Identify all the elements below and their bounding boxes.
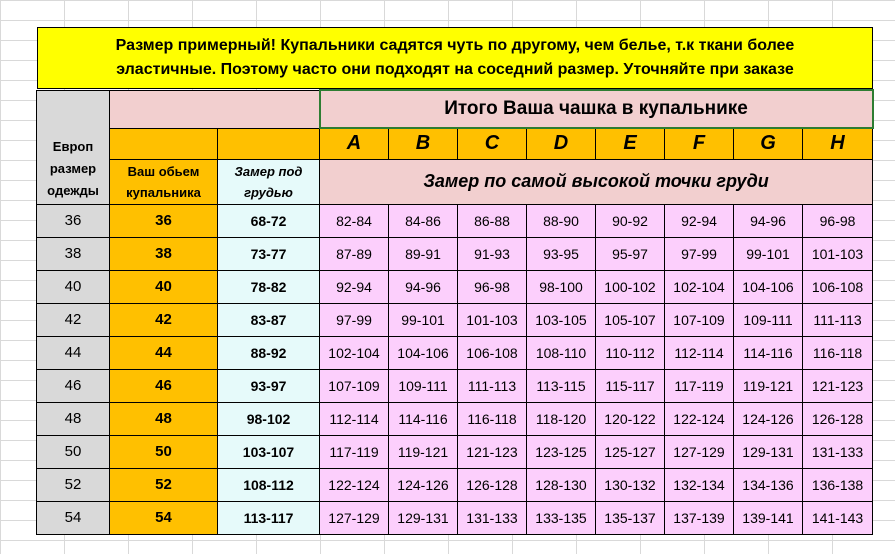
underbust-cell: 68-72 (218, 204, 320, 237)
cup-measure-cell: 139-141 (734, 501, 803, 534)
header-blank-orange (110, 128, 218, 159)
header-cup-g: G (734, 128, 803, 159)
underbust-cell: 98-102 (218, 402, 320, 435)
underbust-cell: 93-97 (218, 369, 320, 402)
cup-measure-cell: 98-100 (527, 270, 596, 303)
underbust-cell: 83-87 (218, 303, 320, 336)
cup-measure-cell: 126-128 (803, 402, 873, 435)
cup-measure-cell: 102-104 (665, 270, 734, 303)
eu-size-cell: 36 (37, 204, 110, 237)
underbust-cell: 88-92 (218, 336, 320, 369)
underbust-cell: 113-117 (218, 501, 320, 534)
volume-cell: 46 (110, 369, 218, 402)
cup-measure-cell: 110-112 (596, 336, 665, 369)
volume-cell: 52 (110, 468, 218, 501)
cup-measure-cell: 92-94 (320, 270, 389, 303)
header-cup-d: D (527, 128, 596, 159)
table-row (37, 435, 873, 468)
cup-measure-cell: 89-91 (389, 237, 458, 270)
volume-cell: 42 (110, 303, 218, 336)
cup-measure-cell: 90-92 (596, 204, 665, 237)
cup-measure-cell: 92-94 (665, 204, 734, 237)
eu-size-cell: 50 (37, 435, 110, 468)
eu-size-cell: 44 (37, 336, 110, 369)
cup-measure-cell: 96-98 (458, 270, 527, 303)
cup-measure-cell: 133-135 (527, 501, 596, 534)
cup-measure-cell: 111-113 (458, 369, 527, 402)
cup-measure-cell: 96-98 (803, 204, 873, 237)
volume-cell: 48 (110, 402, 218, 435)
table-row (37, 237, 873, 270)
header-cup-b: B (389, 128, 458, 159)
eu-size-cell: 40 (37, 270, 110, 303)
cup-measure-cell: 103-105 (527, 303, 596, 336)
volume-cell: 50 (110, 435, 218, 468)
cup-measure-cell: 119-121 (734, 369, 803, 402)
cup-measure-cell: 122-124 (665, 402, 734, 435)
cup-measure-cell: 88-90 (527, 204, 596, 237)
table-row (37, 369, 873, 402)
cup-measure-cell: 101-103 (803, 237, 873, 270)
cup-measure-cell: 116-118 (803, 336, 873, 369)
cup-measure-cell: 131-133 (803, 435, 873, 468)
cup-measure-cell: 97-99 (665, 237, 734, 270)
cup-measure-cell: 95-97 (596, 237, 665, 270)
cup-measure-cell: 93-95 (527, 237, 596, 270)
header-cup-f: F (665, 128, 734, 159)
cup-measure-cell: 132-134 (665, 468, 734, 501)
cup-measure-cell: 104-106 (389, 336, 458, 369)
table-row (37, 303, 873, 336)
cup-measure-cell: 94-96 (389, 270, 458, 303)
cup-measure-cell: 124-126 (389, 468, 458, 501)
table-row (37, 402, 873, 435)
cup-measure-cell: 137-139 (665, 501, 734, 534)
cup-measure-cell: 125-127 (596, 435, 665, 468)
cup-measure-cell: 91-93 (458, 237, 527, 270)
table-row (37, 468, 873, 501)
cup-measure-cell: 104-106 (734, 270, 803, 303)
volume-cell: 54 (110, 501, 218, 534)
cup-measure-cell: 107-109 (320, 369, 389, 402)
cup-measure-cell: 86-88 (458, 204, 527, 237)
header-eu-size: Европ размер одежды (37, 90, 110, 204)
volume-cell: 36 (110, 204, 218, 237)
cup-measure-cell: 122-124 (320, 468, 389, 501)
underbust-cell: 78-82 (218, 270, 320, 303)
underbust-cell: 73-77 (218, 237, 320, 270)
volume-cell: 44 (110, 336, 218, 369)
header-row-labels (37, 159, 873, 204)
cup-measure-cell: 130-132 (596, 468, 665, 501)
cup-measure-cell: 115-117 (596, 369, 665, 402)
cup-measure-cell: 87-89 (320, 237, 389, 270)
cup-measure-cell: 108-110 (527, 336, 596, 369)
cup-measure-cell: 84-86 (389, 204, 458, 237)
cup-measure-cell: 127-129 (320, 501, 389, 534)
cup-measure-cell: 113-115 (527, 369, 596, 402)
cup-measure-cell: 116-118 (458, 402, 527, 435)
eu-size-cell: 46 (37, 369, 110, 402)
eu-size-cell: 52 (37, 468, 110, 501)
cup-measure-cell: 97-99 (320, 303, 389, 336)
cup-measure-cell: 105-107 (596, 303, 665, 336)
eu-size-cell: 38 (37, 237, 110, 270)
cup-measure-cell: 111-113 (803, 303, 873, 336)
notice-text (55, 34, 855, 82)
cup-measure-cell: 99-101 (734, 237, 803, 270)
cup-measure-cell: 126-128 (458, 468, 527, 501)
cup-measure-cell: 124-126 (734, 402, 803, 435)
table-row (37, 336, 873, 369)
notice-line-1: Размер примерный! Купальники садятся чуть по другому, чем белье, т.к ткани более (115, 37, 795, 54)
volume-cell: 40 (110, 270, 218, 303)
cup-measure-cell: 127-129 (665, 435, 734, 468)
cup-measure-cell: 107-109 (665, 303, 734, 336)
header-bust-measure: Замер по самой высокой точки груди (320, 159, 873, 204)
cup-measure-cell: 94-96 (734, 204, 803, 237)
eu-size-cell: 54 (37, 501, 110, 534)
cup-measure-cell: 112-114 (665, 336, 734, 369)
cup-measure-cell: 82-84 (320, 204, 389, 237)
header-row-cups (37, 128, 873, 159)
header-cup-e: E (596, 128, 665, 159)
header-cup-a: A (320, 128, 389, 159)
cup-measure-cell: 128-130 (527, 468, 596, 501)
cup-measure-cell: 135-137 (596, 501, 665, 534)
cup-measure-cell: 109-111 (389, 369, 458, 402)
header-total-cup: Итого Ваша чашка в купальнике (320, 90, 873, 128)
cup-measure-cell: 117-119 (665, 369, 734, 402)
cup-measure-cell: 102-104 (320, 336, 389, 369)
cup-measure-cell: 109-111 (734, 303, 803, 336)
cup-measure-cell: 123-125 (527, 435, 596, 468)
cup-measure-cell: 106-108 (458, 336, 527, 369)
cup-measure-cell: 131-133 (458, 501, 527, 534)
header-cup-h: H (803, 128, 873, 159)
cup-measure-cell: 114-116 (734, 336, 803, 369)
notice-banner (37, 27, 873, 89)
header-cup-c: C (458, 128, 527, 159)
cup-measure-cell: 112-114 (320, 402, 389, 435)
header-your-volume: Ваш обьем купальника (110, 159, 218, 204)
eu-size-cell: 48 (37, 402, 110, 435)
cup-measure-cell: 101-103 (458, 303, 527, 336)
cup-measure-cell: 118-120 (527, 402, 596, 435)
table-row (37, 270, 873, 303)
header-blank-cell (110, 90, 320, 128)
size-chart-table (36, 89, 874, 535)
cup-measure-cell: 100-102 (596, 270, 665, 303)
cup-measure-cell: 136-138 (803, 468, 873, 501)
cup-measure-cell: 129-131 (734, 435, 803, 468)
cup-measure-cell: 121-123 (458, 435, 527, 468)
cup-measure-cell: 121-123 (803, 369, 873, 402)
cup-measure-cell: 114-116 (389, 402, 458, 435)
volume-cell: 38 (110, 237, 218, 270)
notice-line-2: эластичные. Поэтому часто они подходят на соседний размер. Уточняйте при заказе (116, 61, 794, 78)
table-row (37, 204, 873, 237)
cup-measure-cell: 129-131 (389, 501, 458, 534)
cup-measure-cell: 119-121 (389, 435, 458, 468)
eu-size-cell: 42 (37, 303, 110, 336)
underbust-cell: 108-112 (218, 468, 320, 501)
cup-measure-cell: 120-122 (596, 402, 665, 435)
cup-measure-cell: 117-119 (320, 435, 389, 468)
header-underbust: Замер под грудью (218, 159, 320, 204)
cup-measure-cell: 141-143 (803, 501, 873, 534)
header-row-title (37, 90, 873, 128)
cup-measure-cell: 99-101 (389, 303, 458, 336)
header-blank-orange (218, 128, 320, 159)
cup-measure-cell: 134-136 (734, 468, 803, 501)
cup-measure-cell: 106-108 (803, 270, 873, 303)
table-row (37, 501, 873, 534)
underbust-cell: 103-107 (218, 435, 320, 468)
